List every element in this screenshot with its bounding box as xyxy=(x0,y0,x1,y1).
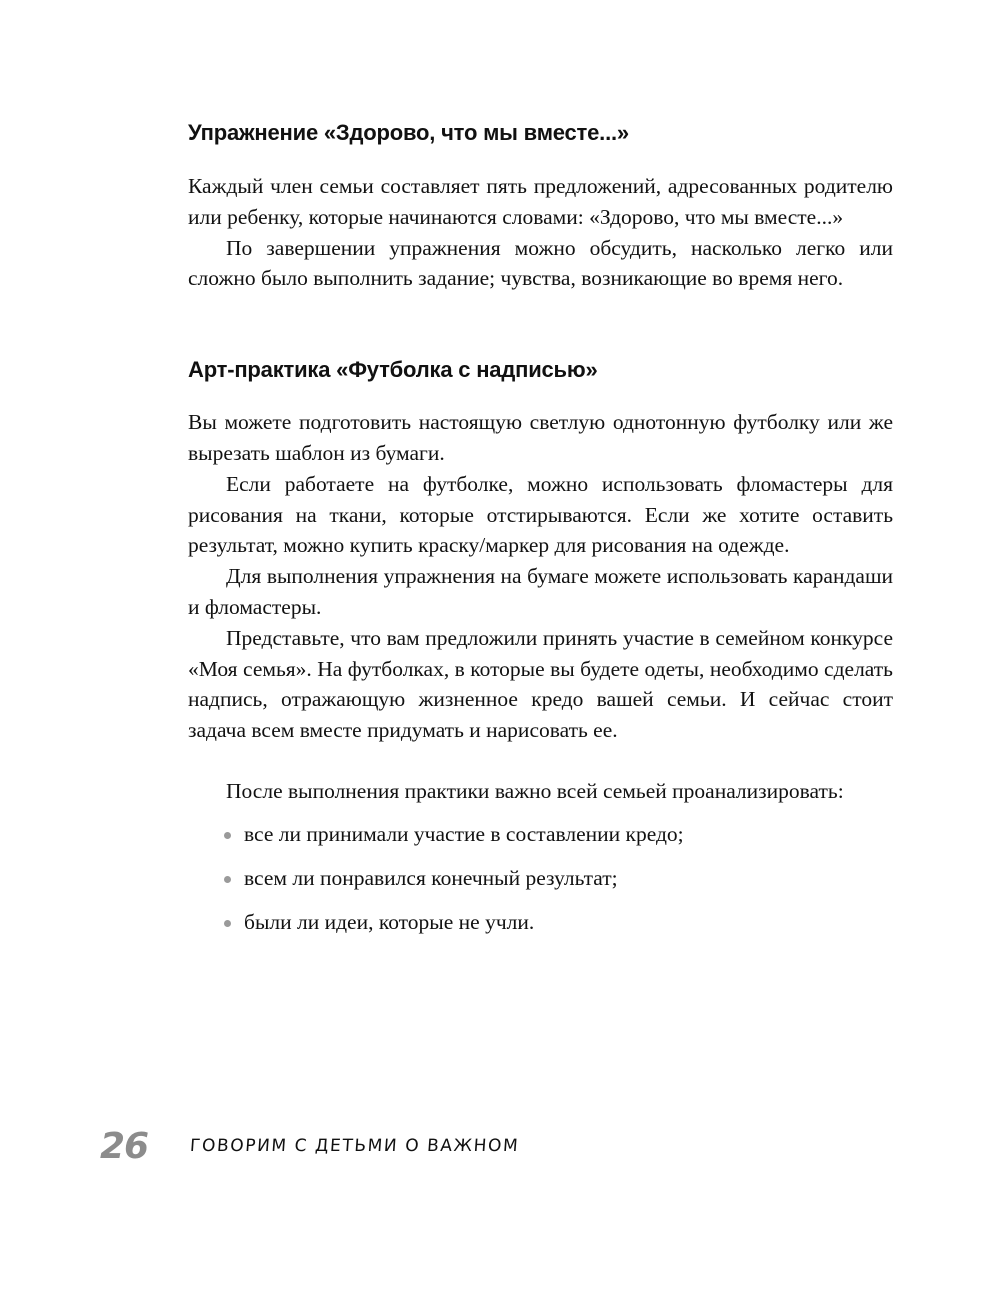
list-item-text: были ли идеи, которые не учли. xyxy=(244,910,535,935)
paragraph-spacer xyxy=(188,746,893,776)
bullet-icon xyxy=(224,832,231,839)
paragraph: Каждый член семьи составляет пять предложений, адресованных родителю или ребенку, которые начинаются словами: «Здорово, что мы вместе...» xyxy=(188,174,893,229)
list-item-text: все ли принимали участие в составлении кредо; xyxy=(244,821,684,846)
paragraph: После выполнения практики важно всей семьей проанализировать: xyxy=(226,778,844,803)
list-item xyxy=(188,863,893,894)
analysis-list xyxy=(188,819,893,938)
section-spacer xyxy=(188,294,893,355)
section-heading: Упражнение «Здорово, что мы вместе...» xyxy=(188,120,629,145)
page-footer xyxy=(100,1124,519,1168)
page-number: 26 xyxy=(100,1125,149,1167)
page-content xyxy=(188,118,893,952)
list-item xyxy=(188,819,893,850)
list-item xyxy=(188,907,893,938)
running-title: ГОВОРИМ С ДЕТЬМИ О ВАЖНОМ xyxy=(189,1136,520,1156)
paragraph: Вы можете подготовить настоящую светлую однотонную футболку или же вырезать шаблон из бумаги. xyxy=(188,410,893,465)
paragraph: Для выполнения упражнения на бумаге можете использовать карандаши и фломастеры. xyxy=(188,564,893,619)
bullet-icon xyxy=(224,920,231,927)
paragraph: Если работаете на футболке, можно использовать фломастеры для рисования на ткани, которые отстирываются. Если же хотите оставить результат, можно купить краску/маркер для рисования на одежде. xyxy=(188,471,893,558)
section-art-practice xyxy=(188,355,893,938)
list-item-text: всем ли понравился конечный результат; xyxy=(244,866,618,891)
bullet-icon xyxy=(224,876,231,883)
section-heading: Арт-практика «Футболка с надписью» xyxy=(188,357,598,383)
section-exercise xyxy=(188,118,893,294)
paragraph: Представьте, что вам предложили принять участие в семейном конкурсе «Моя семья». На футболках, в которые вы будете одеты, необходимо сделать надпись, отражающую жизненное кредо вашей семьи. И сейчас стоит задача всем вместе придумать и нарисовать ее. xyxy=(188,625,893,743)
paragraph: По завершении упражнения можно обсудить, насколько легко или сложно было выполнить задание; чувства, возникающие во время него. xyxy=(188,235,893,291)
